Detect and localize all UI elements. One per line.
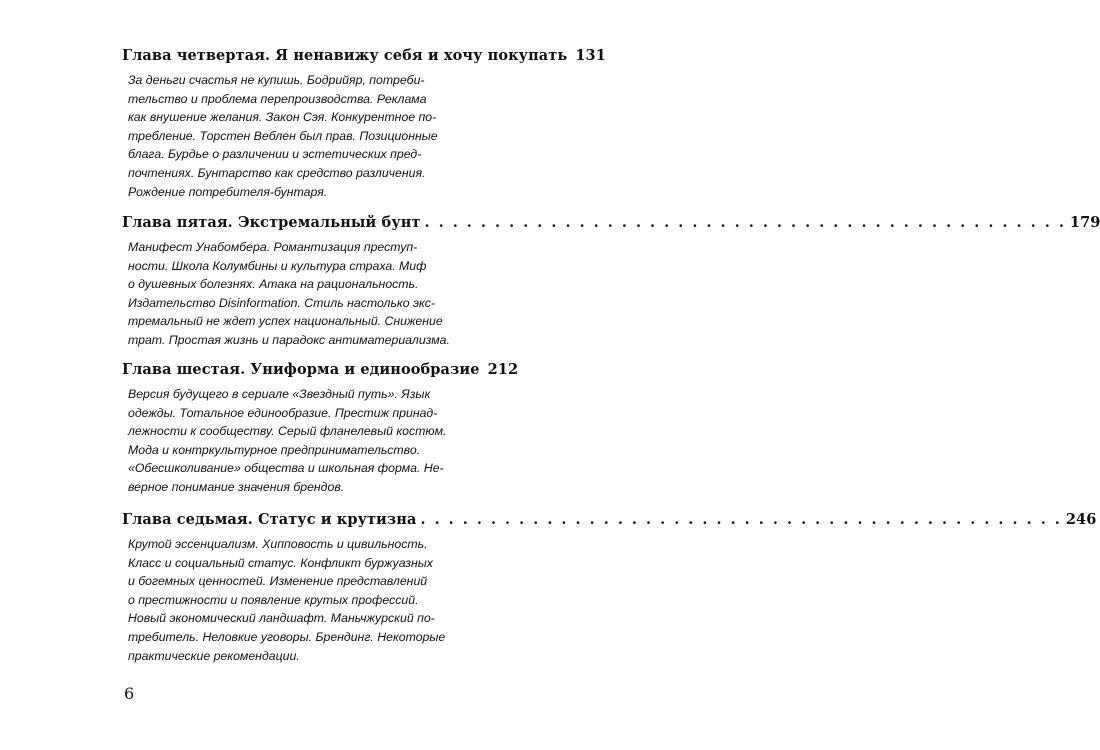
chapter-summary [122,71,511,201]
toc-entry-chapter-6 [122,361,519,497]
summary-line: лежности к сообществу. Серый фланелевый костюм. [128,424,447,439]
summary-line: верное понимание значения брендов. [128,479,345,494]
chapter-page-number: 131 [575,47,606,64]
toc-entry-chapter-5 [122,214,1100,350]
chapter-title: Глава четвертая. Я ненавижу себя и хочу покупать [122,47,568,64]
chapter-page-number: 246 [1065,511,1097,528]
summary-line: требление. Торстен Веблен был прав. Позиционные [128,128,438,143]
summary-line: трат. Простая жизнь и парадокс антиматериализма. [128,332,450,347]
summary-line: ности. Школа Колумбины и культура страха. Миф [128,258,427,273]
summary-line: тремальный не ждет успех национальный. Снижение [128,314,443,329]
summary-line: Крутой эссенциализм. Хипповость и цивильность. [128,537,428,551]
chapter-summary [122,238,511,350]
chapter-heading [122,47,606,64]
toc-entry-chapter-7 [122,511,1097,665]
chapter-title: Глава шестая. Униформа и единообразие [122,361,480,378]
chapter-page-number: 212 [487,361,519,378]
chapter-title: Глава седьмая. Статус и крутизна [122,511,417,528]
summary-line: Рождение потребителя-бунтаря. [128,184,328,199]
summary-line: о престижности и появление крутых профессий. [128,592,419,607]
dot-leader [425,214,1066,231]
summary-line: и богемных ценностей. Изменение представлений [128,574,428,589]
summary-line: Издательство Disinformation. Стиль настолько экс- [128,295,435,310]
summary-line: тельство и проблема перепроизводства. Реклама [128,91,427,106]
chapter-title: Глава пятая. Экстремальный бунт [122,214,421,231]
summary-line: Новый экономический ландшафт. Маньчжурский по- [128,611,435,626]
summary-line: почтениях. Бунтарство как средство различения. [128,165,426,180]
summary-line: как внушение желания. Закон Сэя. Конкурентное по- [128,110,437,125]
chapter-heading [122,361,519,378]
summary-line: одежды. Тотальное единообразие. Престиж принад- [128,405,438,420]
chapter-heading [122,214,1100,231]
summary-line: «Обесшколивание» общества и школьная форма. Не- [128,461,444,476]
page-number: 6 [124,684,135,703]
summary-line: практические рекомендации. [128,648,300,663]
chapter-summary [122,535,511,665]
summary-line: Мода и контркультурное предпринимательство. [128,442,421,457]
summary-line: За деньги счастья не купишь. Бодрийяр, потреби- [128,73,425,87]
summary-line: Манифест Унабомбера. Романтизация преступ- [128,240,418,254]
summary-line: Класс и социальный статус. Конфликт буржуазных [128,555,433,570]
chapter-summary [122,385,511,497]
summary-line: блага. Бурдье о различении и эстетических пред- [128,147,422,162]
summary-line: Версия будущего в сериале «Звездный путь». Язык [128,387,431,401]
toc-entry-chapter-4 [122,47,606,201]
chapter-heading [122,511,1097,528]
dot-leader [420,511,1061,528]
chapter-page-number: 179 [1069,214,1100,231]
summary-line: требитель. Неловкие уговоры. Брендинг. Некоторые [128,629,446,644]
summary-line: о душевных болезнях. Атака на рациональность. [128,277,419,292]
